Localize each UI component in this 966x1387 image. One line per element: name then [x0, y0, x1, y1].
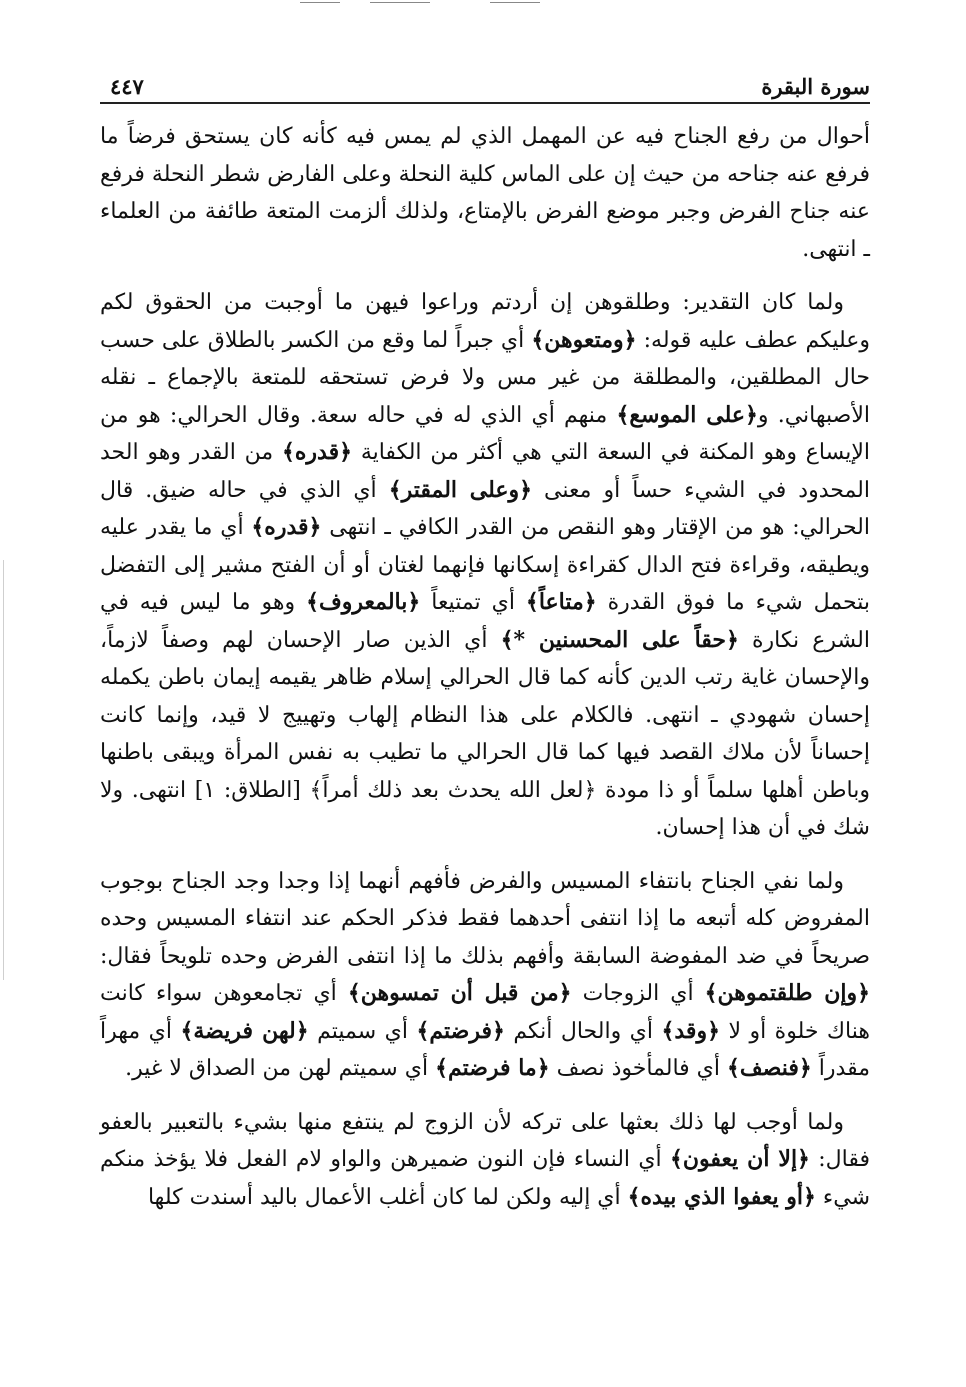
text-segment: أي تمتيعاً	[420, 590, 526, 615]
text-segment: أي ما يقدر عليه ويطيقه، وقراءة فتح الدال كقراءة إسكانها فإنهما لغتان أو أن الفتح مشير إلى التفضل بتحمل شيء ما فوق القدرة	[100, 515, 870, 615]
quran-quote: ﴿حقاً على المحسنين *﴾	[500, 626, 739, 653]
text-segment: أي سميتم	[308, 1018, 417, 1044]
text-segment: منهم أي الذي له في حاله سعة. وقال الحرالي: هو من الإيساع وهو المكنة في السعة التي هي أكثر من الكفاية	[100, 402, 871, 465]
quran-quote: ﴿وعلى المقتر﴾	[388, 476, 533, 503]
quran-quote: ﴿لهن فريضة﴾	[180, 1017, 309, 1044]
quran-quote: ﴿وقد﴾	[661, 1017, 720, 1044]
page-header	[100, 70, 870, 104]
text-segment: أي إليه ولكن لما كان أغلب الأعمال باليد أسندت كلها	[147, 1184, 628, 1210]
text-segment: أي النساء فإن النون ضميرهن والواو لام الفعل فلا يؤخذ منكم شيء	[100, 1147, 870, 1210]
text-segment: وهو ما ليس فيه في الشرع نكارة	[100, 590, 870, 653]
page-number: ٤٤٧	[110, 74, 144, 99]
header-divider	[100, 102, 870, 104]
scan-edge-line	[3, 560, 4, 980]
paragraph	[100, 284, 870, 847]
quran-quote: ﴿متاعاً﴾	[525, 589, 597, 615]
quran-quote: ﴿قدره﴾	[251, 514, 322, 540]
text-segment: أي جبراً لما وقع من الكسر بالطلاق على حسب حال المطلقين، والمطلقة من غير مس ولا فرض تستحقه للمتعة بالإجماع ـ نقله الأصبهاني. و	[100, 327, 870, 428]
paragraph	[100, 863, 870, 1088]
page-body-text	[100, 118, 870, 1232]
text-segment: أي مهراً مقدراً	[100, 1018, 870, 1081]
quran-quote: ﴿على الموسع﴾	[616, 401, 758, 428]
quran-quote: ﴿فنصف﴾	[727, 1055, 812, 1081]
text-segment: أحوال من رفع الجناح فيه عن المهمل الذي لم يمس فيه كأنه كان يستحق فرضاً ما فرفع عنه جناحه من حيث إن على الماس كلية النحلة وعلى الفارض شطر النحلة فرفع عنه جناح الفرض وجبر موضع الفرض بالإمتاع، ولذلك ألزمت المتعة طائفة من العلماء ـ انتهى.	[100, 124, 870, 262]
text-segment: أي الذين صار الإحسان لهم وصفاً لازماً، والإحسان غاية رتب الدين كأنه كما قال الحرالي إسلام ظاهر يقيمه إيمان باطن يكمله إحسان شهودي ـ انتهى. فالكلام على هذا النظام إلهاب وتهييج لا قيد، وإنما كانت إحساناً لأن ملاك القصد فيها كما قال الحرالي ما تطيب به نفس المرأة ويبقى باطنها وباطن أهلها سلماً أو ذا مودة	[100, 627, 871, 803]
text-segment: أي الذي في حاله ضيق. قال الحرالي: هو من الإقتار وهو النقص من القدر الكافي ـ انتهى	[100, 477, 870, 540]
quran-quote: ﴿أو يعفوا الذي بيده﴾	[627, 1183, 816, 1210]
text-segment: أي تجامعوهن سواء كانت هناك خلوة أو لا	[100, 981, 871, 1044]
quran-quote: ﴿وإن طلقتموهن﴾	[704, 980, 871, 1006]
quran-quote: ﴿فرضتم﴾	[416, 1017, 505, 1044]
quran-quote: ﴿ومتعوهن﴾	[531, 326, 637, 353]
quran-quote: ﴿من قبل أن تمسوهن﴾	[347, 980, 572, 1006]
text-segment: أي الزوجات	[571, 981, 705, 1006]
quran-quote: ﴿بالمعروف﴾	[306, 589, 421, 615]
quran-quote: ﴿قدره﴾	[282, 439, 353, 465]
text-segment: أي والحال أنكم	[504, 1018, 662, 1044]
paragraph	[100, 118, 870, 268]
paragraph	[100, 1104, 870, 1217]
text-segment: ولما كان التقدير: وطلقوهن إن أردتم وراعوا فيهن ما أوجبت من الحقوق لكم وعليكم عطف عليه قوله:	[100, 290, 871, 353]
quran-quote: ﴿إلا أن يعفون﴾	[669, 1146, 810, 1172]
text-segment: ﴿لعل الله يحدث بعد ذلك أمراً﴾	[309, 777, 597, 803]
quran-quote: ﴿ما فرضتم﴾	[435, 1055, 550, 1081]
text-segment: ولما أوجب لها ذلك بعثها على تركه لأن الزوج لم ينتفع منها بشيء بالتعبير بالعفو فقال:	[100, 1109, 870, 1172]
text-segment: من القدر وهو الحد المحدود في الشيء حساً أو معنى	[100, 440, 870, 503]
text-segment: أي سميتم لهن من الصداق لا غير.	[125, 1056, 436, 1081]
text-segment: ولما نفي الجناح بانتفاء المسيس والفرض فأفهم أنهما إذا وجدا وجد الجناح بوجوب المفروض كله أتبعه ما إذا انتفى أحدهما فقط فذكر الحكم عند انتفاء المسيس وحده صريحاً في ضد المفوضة السابقة وأفهم بذلك ما إذا انتفى الفرض وحده تلويحاً فقال:	[100, 868, 870, 969]
text-segment: [الطلاق: ١] انتهى. ولا شك في أن هذا إحسان.	[100, 777, 870, 840]
text-segment: أي فالمأخوذ نصف	[549, 1056, 727, 1081]
surah-title: سورة البقرة	[761, 74, 870, 99]
scan-artifact-marks	[300, 2, 560, 6]
